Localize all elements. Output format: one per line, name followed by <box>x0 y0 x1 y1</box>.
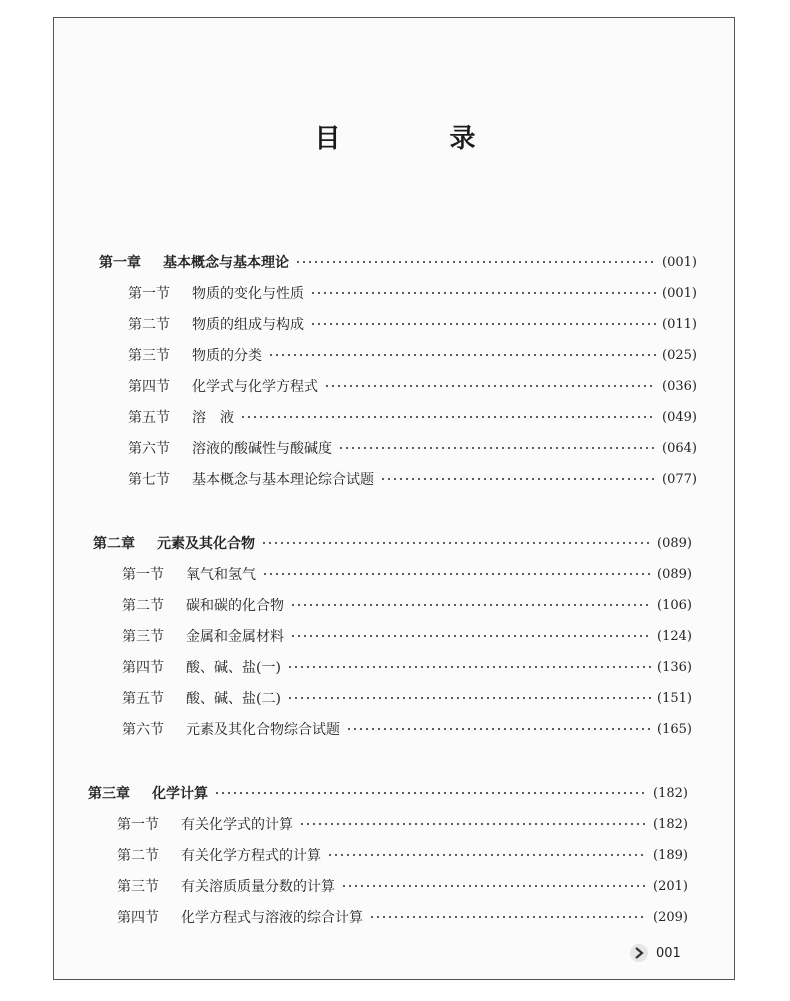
section-name: 溶液的酸碱性与酸碱度 <box>192 441 332 457</box>
section-title <box>122 657 281 677</box>
page-title: 目 录 <box>314 124 526 154</box>
section-title <box>117 907 363 927</box>
chapter-number: 第三章 <box>88 786 130 802</box>
section-title <box>128 283 304 303</box>
section-number: 第二节 <box>122 598 164 614</box>
section-page-number: (124) <box>657 628 692 644</box>
chevron-right-icon[interactable] <box>630 944 648 962</box>
section-page-number: (189) <box>653 847 688 863</box>
section-title <box>117 876 335 896</box>
section-title <box>117 814 293 834</box>
section-page-number: (209) <box>653 909 688 925</box>
chapter-name: 元素及其化合物 <box>157 536 255 552</box>
dot-leader <box>369 912 647 922</box>
section-page-number: (201) <box>653 878 688 894</box>
section-entry[interactable] <box>128 343 697 367</box>
chapter-title <box>88 783 208 803</box>
section-number: 第一节 <box>117 817 159 833</box>
section-entry[interactable] <box>117 905 688 929</box>
chapter-entry[interactable] <box>88 781 688 805</box>
section-number: 第三节 <box>128 348 170 364</box>
section-title <box>122 564 256 584</box>
dot-leader <box>346 724 651 734</box>
chapter-page-number: (182) <box>653 785 688 801</box>
chapter-title <box>99 252 289 272</box>
dot-leader <box>341 881 647 891</box>
dot-leader <box>290 631 651 641</box>
section-page-number: (106) <box>657 597 692 613</box>
section-title <box>117 845 321 865</box>
section-number: 第五节 <box>122 691 164 707</box>
section-entry[interactable] <box>122 562 692 586</box>
chapter-name: 基本概念与基本理论 <box>163 255 289 271</box>
section-entry[interactable] <box>128 405 697 429</box>
dot-leader <box>261 538 651 548</box>
section-number: 第四节 <box>128 379 170 395</box>
section-title <box>128 345 262 365</box>
section-page-number: (049) <box>662 409 697 425</box>
section-number: 第三节 <box>122 629 164 645</box>
dot-leader <box>295 257 656 267</box>
section-name: 基本概念与基本理论综合试题 <box>192 472 374 488</box>
chapter-entry[interactable] <box>99 250 697 274</box>
section-entry[interactable] <box>117 874 688 898</box>
section-number: 第一节 <box>122 567 164 583</box>
dot-leader <box>287 693 651 703</box>
section-entry[interactable] <box>122 686 692 710</box>
section-page-number: (064) <box>662 440 697 456</box>
dot-leader <box>290 600 651 610</box>
chapter-page-number: (089) <box>657 535 692 551</box>
section-number: 第四节 <box>117 910 159 926</box>
section-name: 元素及其化合物综合试题 <box>186 722 340 738</box>
section-name: 化学方程式与溶液的综合计算 <box>181 910 363 926</box>
section-name: 化学式与化学方程式 <box>192 379 318 395</box>
section-page-number: (025) <box>662 347 697 363</box>
section-number: 第二节 <box>128 317 170 333</box>
chapter-number: 第一章 <box>99 255 141 271</box>
section-title <box>128 438 332 458</box>
section-name: 物质的变化与性质 <box>192 286 304 302</box>
dot-leader <box>287 662 651 672</box>
section-name: 碳和碳的化合物 <box>186 598 284 614</box>
section-entry[interactable] <box>128 374 697 398</box>
dot-leader <box>268 350 656 360</box>
section-number: 第三节 <box>117 879 159 895</box>
section-title <box>122 595 284 615</box>
dot-leader <box>310 288 656 298</box>
section-name: 物质的组成与构成 <box>192 317 304 333</box>
section-page-number: (077) <box>662 471 697 487</box>
section-number: 第五节 <box>128 410 170 426</box>
footer-page-number: 001 <box>656 945 681 961</box>
section-title <box>128 314 304 334</box>
page-footer <box>630 944 681 962</box>
section-number: 第六节 <box>122 722 164 738</box>
section-name: 有关化学式的计算 <box>181 817 293 833</box>
section-entry[interactable] <box>122 624 692 648</box>
section-entry[interactable] <box>128 467 697 491</box>
chapter-title <box>93 533 255 553</box>
section-name: 金属和金属材料 <box>186 629 284 645</box>
chapter-entry[interactable] <box>93 531 692 555</box>
section-page-number: (001) <box>662 285 697 301</box>
section-name: 酸、碱、盐(二) <box>186 691 281 707</box>
section-title <box>122 626 284 646</box>
section-name: 物质的分类 <box>192 348 262 364</box>
section-page-number: (151) <box>657 690 692 706</box>
section-number: 第二节 <box>117 848 159 864</box>
section-page-number: (089) <box>657 566 692 582</box>
section-entry[interactable] <box>128 281 697 305</box>
section-page-number: (182) <box>653 816 688 832</box>
section-title <box>128 376 318 396</box>
dot-leader <box>338 443 656 453</box>
chapter-name: 化学计算 <box>152 786 208 802</box>
chapter-number: 第二章 <box>93 536 135 552</box>
section-name: 酸、碱、盐(一) <box>186 660 281 676</box>
section-entry[interactable] <box>117 812 688 836</box>
section-title <box>122 688 281 708</box>
section-title <box>122 719 340 739</box>
section-entry[interactable] <box>122 717 692 741</box>
dot-leader <box>327 850 647 860</box>
dot-leader <box>214 788 647 798</box>
section-entry[interactable] <box>122 593 692 617</box>
dot-leader <box>324 381 656 391</box>
section-title <box>128 407 234 427</box>
dot-leader <box>262 569 651 579</box>
dot-leader <box>310 319 656 329</box>
dot-leader <box>299 819 647 829</box>
section-page-number: (136) <box>657 659 692 675</box>
section-title <box>128 469 374 489</box>
section-name: 溶 液 <box>192 410 234 426</box>
section-name: 有关化学方程式的计算 <box>181 848 321 864</box>
section-entry[interactable] <box>122 655 692 679</box>
section-name: 有关溶质质量分数的计算 <box>181 879 335 895</box>
section-name: 氧气和氢气 <box>186 567 256 583</box>
dot-leader <box>240 412 656 422</box>
section-page-number: (036) <box>662 378 697 394</box>
section-number: 第六节 <box>128 441 170 457</box>
dot-leader <box>380 474 656 484</box>
section-number: 第四节 <box>122 660 164 676</box>
section-entry[interactable] <box>128 436 697 460</box>
section-page-number: (011) <box>662 316 697 332</box>
section-page-number: (165) <box>657 721 692 737</box>
section-entry[interactable] <box>128 312 697 336</box>
section-number: 第一节 <box>128 286 170 302</box>
section-entry[interactable] <box>117 843 688 867</box>
section-number: 第七节 <box>128 472 170 488</box>
chapter-page-number: (001) <box>662 254 697 270</box>
